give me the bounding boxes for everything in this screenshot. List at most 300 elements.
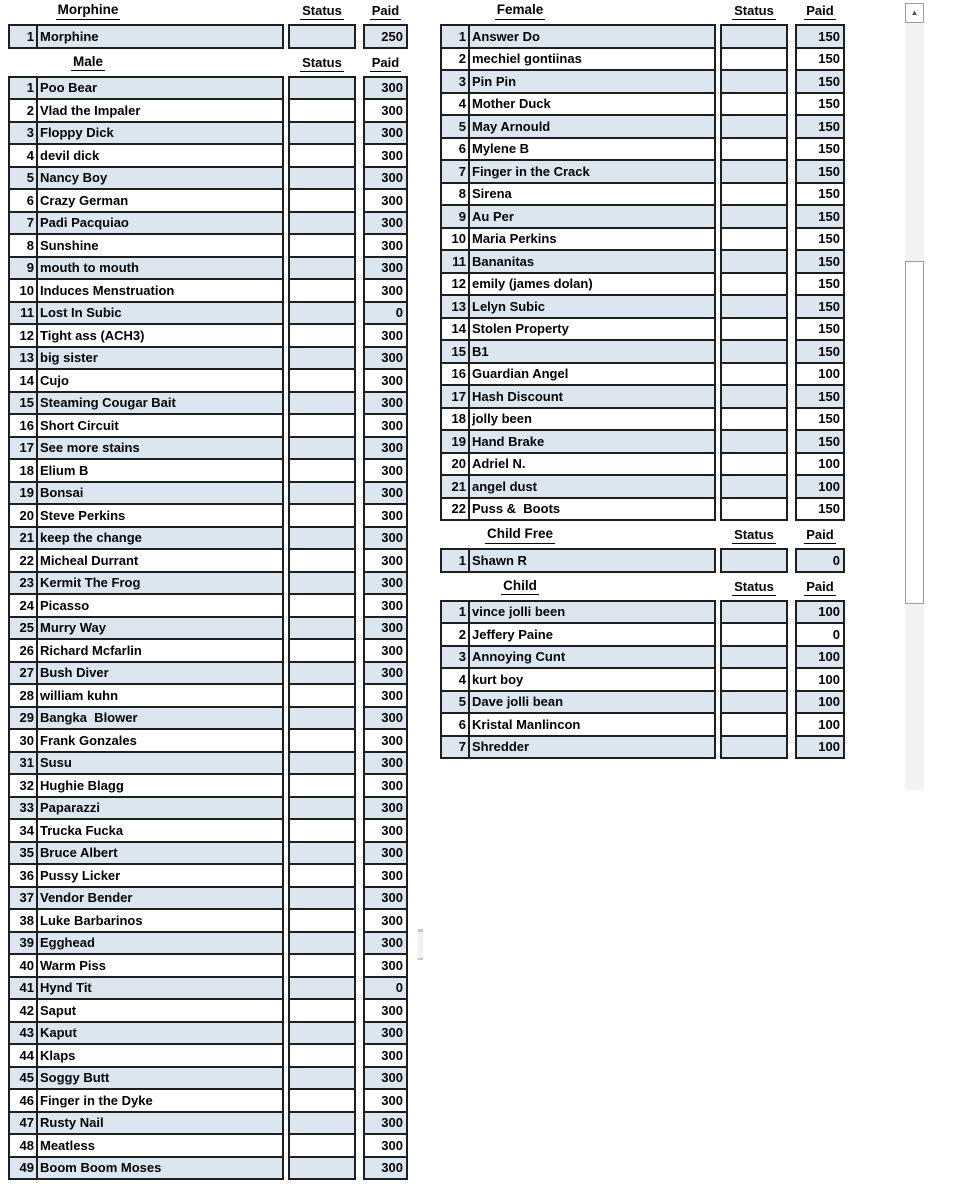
paid-cell[interactable]: 300	[364, 414, 407, 437]
paid-cell[interactable]: 0	[796, 623, 844, 646]
row-index-cell[interactable]: 1	[10, 78, 37, 99]
status-cell[interactable]	[289, 324, 355, 347]
name-cell[interactable]	[469, 550, 714, 571]
row-index-cell[interactable]: 37	[10, 888, 37, 909]
name-cell[interactable]	[37, 663, 282, 684]
row-index-cell[interactable]: 8	[10, 235, 37, 256]
row-index-cell[interactable]: 15	[10, 393, 37, 414]
name-cell[interactable]	[37, 303, 282, 324]
status-cell[interactable]	[721, 385, 787, 408]
paid-cell[interactable]: 150	[796, 295, 844, 318]
paid-cell[interactable]: 150	[796, 183, 844, 206]
row-index-cell[interactable]: 6	[442, 139, 469, 160]
status-cell[interactable]	[721, 430, 787, 453]
name-cell[interactable]	[37, 325, 282, 346]
status-cell[interactable]	[289, 594, 355, 617]
paid-cell[interactable]: 300	[364, 527, 407, 550]
paid-cell[interactable]: 100	[796, 453, 844, 476]
paid-cell[interactable]: 150	[796, 318, 844, 341]
row-index-cell[interactable]: 29	[10, 708, 37, 729]
status-cell[interactable]	[289, 25, 355, 48]
row-index-cell[interactable]: 30	[10, 730, 37, 751]
paid-cell[interactable]: 150	[796, 93, 844, 116]
row-index-cell[interactable]: 8	[442, 184, 469, 205]
row-index-cell[interactable]: 18	[442, 409, 469, 430]
row-index-cell[interactable]: 15	[442, 341, 469, 362]
status-cell[interactable]	[721, 273, 787, 296]
paid-cell[interactable]: 300	[364, 662, 407, 685]
name-cell[interactable]	[469, 386, 714, 407]
row-index-cell[interactable]: 12	[10, 325, 37, 346]
status-cell[interactable]	[289, 392, 355, 415]
paid-cell[interactable]: 150	[796, 250, 844, 273]
row-index-cell[interactable]: 6	[10, 190, 37, 211]
paid-cell[interactable]: 300	[364, 324, 407, 347]
status-cell[interactable]	[289, 212, 355, 235]
paid-cell[interactable]: 300	[364, 707, 407, 730]
row-index-cell[interactable]: 40	[10, 955, 37, 976]
row-index-cell[interactable]: 9	[442, 206, 469, 227]
paid-cell[interactable]: 300	[364, 617, 407, 640]
name-cell[interactable]	[37, 1135, 282, 1156]
row-index-cell[interactable]: 5	[10, 168, 37, 189]
name-cell[interactable]	[469, 692, 714, 713]
status-cell[interactable]	[289, 257, 355, 280]
paid-cell[interactable]: 100	[796, 691, 844, 714]
name-cell[interactable]	[469, 431, 714, 452]
name-cell[interactable]	[37, 213, 282, 234]
row-index-cell[interactable]: 38	[10, 910, 37, 931]
row-index-cell[interactable]: 19	[10, 483, 37, 504]
status-cell[interactable]	[289, 459, 355, 482]
paid-cell[interactable]: 300	[364, 77, 407, 100]
status-cell[interactable]	[721, 25, 787, 48]
name-cell[interactable]	[37, 685, 282, 706]
name-cell[interactable]	[37, 393, 282, 414]
name-cell[interactable]	[37, 348, 282, 369]
status-cell[interactable]	[289, 819, 355, 842]
paid-cell[interactable]: 150	[796, 115, 844, 138]
row-index-cell[interactable]: 4	[10, 145, 37, 166]
status-cell[interactable]	[289, 707, 355, 730]
status-cell[interactable]	[289, 1022, 355, 1045]
status-cell[interactable]	[289, 774, 355, 797]
name-cell[interactable]	[37, 1158, 282, 1179]
name-cell[interactable]	[469, 71, 714, 92]
row-index-cell[interactable]: 48	[10, 1135, 37, 1156]
paid-cell[interactable]: 300	[364, 122, 407, 145]
name-cell[interactable]	[37, 775, 282, 796]
row-index-cell[interactable]: 24	[10, 595, 37, 616]
paid-cell[interactable]: 150	[796, 273, 844, 296]
name-cell[interactable]	[469, 341, 714, 362]
paid-cell[interactable]: 300	[364, 1134, 407, 1157]
row-index-cell[interactable]: 43	[10, 1023, 37, 1044]
name-cell[interactable]	[37, 595, 282, 616]
row-index-cell[interactable]: 41	[10, 978, 37, 999]
status-cell[interactable]	[721, 646, 787, 669]
paid-cell[interactable]: 300	[364, 797, 407, 820]
name-cell[interactable]	[469, 454, 714, 475]
status-cell[interactable]	[721, 183, 787, 206]
status-cell[interactable]	[721, 691, 787, 714]
status-cell[interactable]	[289, 504, 355, 527]
status-cell[interactable]	[289, 234, 355, 257]
paid-cell[interactable]: 100	[796, 601, 844, 624]
name-cell[interactable]	[469, 624, 714, 645]
status-cell[interactable]	[721, 601, 787, 624]
status-cell[interactable]	[721, 736, 787, 759]
row-index-cell[interactable]: 14	[10, 370, 37, 391]
name-cell[interactable]	[469, 184, 714, 205]
paid-cell[interactable]: 300	[364, 347, 407, 370]
name-cell[interactable]	[37, 820, 282, 841]
status-cell[interactable]	[721, 138, 787, 161]
status-cell[interactable]	[289, 977, 355, 1000]
status-cell[interactable]	[289, 1067, 355, 1090]
paid-cell[interactable]: 250	[364, 25, 407, 48]
name-cell[interactable]	[37, 910, 282, 931]
row-index-cell[interactable]: 4	[442, 669, 469, 690]
name-cell[interactable]	[469, 116, 714, 137]
row-index-cell[interactable]: 35	[10, 843, 37, 864]
status-cell[interactable]	[289, 954, 355, 977]
paid-cell[interactable]: 300	[364, 144, 407, 167]
status-cell[interactable]	[289, 864, 355, 887]
status-cell[interactable]	[721, 48, 787, 71]
paid-cell[interactable]: 300	[364, 549, 407, 572]
name-cell[interactable]	[37, 753, 282, 774]
paid-cell[interactable]: 150	[796, 228, 844, 251]
name-cell[interactable]	[37, 528, 282, 549]
row-index-cell[interactable]: 13	[442, 296, 469, 317]
paid-cell[interactable]: 100	[796, 363, 844, 386]
status-cell[interactable]	[289, 414, 355, 437]
paid-cell[interactable]: 150	[796, 138, 844, 161]
name-cell[interactable]	[37, 370, 282, 391]
name-cell[interactable]	[469, 94, 714, 115]
name-cell[interactable]	[37, 26, 282, 47]
row-index-cell[interactable]: 7	[442, 161, 469, 182]
row-index-cell[interactable]: 10	[10, 280, 37, 301]
row-index-cell[interactable]: 17	[10, 438, 37, 459]
row-index-cell[interactable]: 2	[442, 624, 469, 645]
name-cell[interactable]	[37, 235, 282, 256]
status-cell[interactable]	[289, 887, 355, 910]
row-index-cell[interactable]: 44	[10, 1045, 37, 1066]
name-cell[interactable]	[469, 206, 714, 227]
status-cell[interactable]	[721, 295, 787, 318]
row-index-cell[interactable]: 20	[442, 454, 469, 475]
row-index-cell[interactable]: 4	[442, 94, 469, 115]
row-index-cell[interactable]: 1	[10, 26, 37, 47]
name-cell[interactable]	[37, 190, 282, 211]
paid-cell[interactable]: 300	[364, 99, 407, 122]
status-cell[interactable]	[289, 842, 355, 865]
name-cell[interactable]	[37, 438, 282, 459]
name-cell[interactable]	[469, 139, 714, 160]
row-index-cell[interactable]: 1	[442, 550, 469, 571]
name-cell[interactable]	[469, 669, 714, 690]
status-cell[interactable]	[721, 115, 787, 138]
paid-cell[interactable]: 150	[796, 385, 844, 408]
row-index-cell[interactable]: 11	[10, 303, 37, 324]
row-index-cell[interactable]: 34	[10, 820, 37, 841]
name-cell[interactable]	[37, 1023, 282, 1044]
name-cell[interactable]	[37, 145, 282, 166]
paid-cell[interactable]: 100	[796, 668, 844, 691]
row-index-cell[interactable]: 19	[442, 431, 469, 452]
status-cell[interactable]	[289, 77, 355, 100]
name-cell[interactable]	[37, 280, 282, 301]
paid-cell[interactable]: 300	[364, 234, 407, 257]
name-cell[interactable]	[469, 49, 714, 70]
status-cell[interactable]	[721, 668, 787, 691]
row-index-cell[interactable]: 49	[10, 1158, 37, 1179]
status-cell[interactable]	[721, 363, 787, 386]
name-cell[interactable]	[37, 168, 282, 189]
status-cell[interactable]	[721, 250, 787, 273]
name-cell[interactable]	[37, 415, 282, 436]
row-index-cell[interactable]: 20	[10, 505, 37, 526]
name-cell[interactable]	[37, 1000, 282, 1021]
status-cell[interactable]	[289, 437, 355, 460]
name-cell[interactable]	[37, 505, 282, 526]
status-cell[interactable]	[289, 279, 355, 302]
status-cell[interactable]	[289, 347, 355, 370]
paid-cell[interactable]: 300	[364, 257, 407, 280]
row-index-cell[interactable]: 46	[10, 1090, 37, 1111]
paid-cell[interactable]: 300	[364, 729, 407, 752]
paid-cell[interactable]: 100	[796, 713, 844, 736]
name-cell[interactable]	[37, 123, 282, 144]
status-cell[interactable]	[721, 340, 787, 363]
name-cell[interactable]	[469, 26, 714, 47]
name-cell[interactable]	[37, 798, 282, 819]
status-cell[interactable]	[721, 93, 787, 116]
status-cell[interactable]	[721, 713, 787, 736]
status-cell[interactable]	[289, 482, 355, 505]
row-index-cell[interactable]: 7	[10, 213, 37, 234]
status-cell[interactable]	[289, 1089, 355, 1112]
status-cell[interactable]	[721, 318, 787, 341]
paid-cell[interactable]: 300	[364, 999, 407, 1022]
status-cell[interactable]	[289, 122, 355, 145]
name-cell[interactable]	[37, 708, 282, 729]
paid-cell[interactable]: 300	[364, 504, 407, 527]
paid-cell[interactable]: 300	[364, 932, 407, 955]
row-index-cell[interactable]: 3	[442, 647, 469, 668]
paid-cell[interactable]: 300	[364, 279, 407, 302]
status-cell[interactable]	[721, 549, 787, 572]
paid-cell[interactable]: 300	[364, 1089, 407, 1112]
name-cell[interactable]	[37, 1090, 282, 1111]
name-cell[interactable]	[469, 296, 714, 317]
paid-cell[interactable]: 300	[364, 1112, 407, 1135]
paid-cell[interactable]: 150	[796, 430, 844, 453]
name-cell[interactable]	[469, 229, 714, 250]
name-cell[interactable]	[37, 933, 282, 954]
name-cell[interactable]	[37, 573, 282, 594]
row-index-cell[interactable]: 31	[10, 753, 37, 774]
status-cell[interactable]	[289, 662, 355, 685]
row-index-cell[interactable]: 5	[442, 692, 469, 713]
status-cell[interactable]	[721, 228, 787, 251]
name-cell[interactable]	[37, 640, 282, 661]
paid-cell[interactable]: 150	[796, 70, 844, 93]
row-index-cell[interactable]: 26	[10, 640, 37, 661]
status-cell[interactable]	[289, 639, 355, 662]
vertical-scrollbar[interactable]	[905, 3, 924, 790]
status-cell[interactable]	[721, 70, 787, 93]
row-index-cell[interactable]: 22	[10, 550, 37, 571]
paid-cell[interactable]: 300	[364, 369, 407, 392]
paid-cell[interactable]: 300	[364, 1044, 407, 1067]
paid-cell[interactable]: 0	[364, 977, 407, 1000]
paid-cell[interactable]: 300	[364, 392, 407, 415]
paid-cell[interactable]: 300	[364, 482, 407, 505]
status-cell[interactable]	[289, 999, 355, 1022]
paid-cell[interactable]: 300	[364, 774, 407, 797]
row-index-cell[interactable]: 6	[442, 714, 469, 735]
row-index-cell[interactable]: 23	[10, 573, 37, 594]
status-cell[interactable]	[289, 729, 355, 752]
row-index-cell[interactable]: 16	[442, 364, 469, 385]
row-index-cell[interactable]: 1	[442, 26, 469, 47]
paid-cell[interactable]: 300	[364, 819, 407, 842]
status-cell[interactable]	[289, 1157, 355, 1180]
paid-cell[interactable]: 300	[364, 639, 407, 662]
name-cell[interactable]	[469, 319, 714, 340]
name-cell[interactable]	[37, 460, 282, 481]
name-cell[interactable]	[469, 737, 714, 758]
name-cell[interactable]	[469, 274, 714, 295]
row-index-cell[interactable]: 18	[10, 460, 37, 481]
row-index-cell[interactable]: 12	[442, 274, 469, 295]
status-cell[interactable]	[721, 205, 787, 228]
name-cell[interactable]	[37, 730, 282, 751]
name-cell[interactable]	[469, 476, 714, 497]
status-cell[interactable]	[721, 408, 787, 431]
name-cell[interactable]	[37, 100, 282, 121]
paid-cell[interactable]: 150	[796, 205, 844, 228]
name-cell[interactable]	[469, 409, 714, 430]
paid-cell[interactable]: 300	[364, 684, 407, 707]
name-cell[interactable]	[37, 483, 282, 504]
name-cell[interactable]	[469, 499, 714, 520]
paid-cell[interactable]: 300	[364, 459, 407, 482]
status-cell[interactable]	[721, 475, 787, 498]
name-cell[interactable]	[469, 602, 714, 623]
name-cell[interactable]	[37, 550, 282, 571]
row-index-cell[interactable]: 1	[442, 602, 469, 623]
row-index-cell[interactable]: 32	[10, 775, 37, 796]
paid-cell[interactable]: 300	[364, 752, 407, 775]
paid-cell[interactable]: 300	[364, 167, 407, 190]
status-cell[interactable]	[289, 1044, 355, 1067]
paid-cell[interactable]: 300	[364, 887, 407, 910]
row-index-cell[interactable]: 27	[10, 663, 37, 684]
paid-cell[interactable]: 300	[364, 572, 407, 595]
row-index-cell[interactable]: 13	[10, 348, 37, 369]
row-index-cell[interactable]: 21	[442, 476, 469, 497]
row-index-cell[interactable]: 22	[442, 499, 469, 520]
status-cell[interactable]	[289, 1112, 355, 1135]
name-cell[interactable]	[37, 78, 282, 99]
row-index-cell[interactable]: 7	[442, 737, 469, 758]
paid-cell[interactable]: 300	[364, 1022, 407, 1045]
name-cell[interactable]	[37, 843, 282, 864]
row-index-cell[interactable]: 3	[10, 123, 37, 144]
row-index-cell[interactable]: 5	[442, 116, 469, 137]
paid-cell[interactable]: 150	[796, 25, 844, 48]
status-cell[interactable]	[289, 302, 355, 325]
status-cell[interactable]	[289, 684, 355, 707]
paid-cell[interactable]: 100	[796, 646, 844, 669]
status-cell[interactable]	[721, 160, 787, 183]
name-cell[interactable]	[37, 1068, 282, 1089]
status-cell[interactable]	[289, 932, 355, 955]
row-index-cell[interactable]: 17	[442, 386, 469, 407]
row-index-cell[interactable]: 36	[10, 865, 37, 886]
row-index-cell[interactable]: 10	[442, 229, 469, 250]
paid-cell[interactable]: 150	[796, 498, 844, 521]
status-cell[interactable]	[289, 617, 355, 640]
name-cell[interactable]	[37, 978, 282, 999]
name-cell[interactable]	[37, 865, 282, 886]
paid-cell[interactable]: 100	[796, 475, 844, 498]
paid-cell[interactable]: 150	[796, 340, 844, 363]
name-cell[interactable]	[469, 714, 714, 735]
status-cell[interactable]	[289, 1134, 355, 1157]
name-cell[interactable]	[37, 618, 282, 639]
row-index-cell[interactable]: 16	[10, 415, 37, 436]
status-cell[interactable]	[289, 189, 355, 212]
row-index-cell[interactable]: 25	[10, 618, 37, 639]
row-index-cell[interactable]: 42	[10, 1000, 37, 1021]
paid-cell[interactable]: 150	[796, 160, 844, 183]
paid-cell[interactable]: 300	[364, 189, 407, 212]
status-cell[interactable]	[289, 752, 355, 775]
paid-cell[interactable]: 300	[364, 1067, 407, 1090]
row-index-cell[interactable]: 2	[10, 100, 37, 121]
scroll-up-button[interactable]	[905, 3, 924, 23]
status-cell[interactable]	[289, 527, 355, 550]
name-cell[interactable]	[469, 647, 714, 668]
row-index-cell[interactable]: 21	[10, 528, 37, 549]
status-cell[interactable]	[289, 99, 355, 122]
status-cell[interactable]	[289, 797, 355, 820]
paid-cell[interactable]: 300	[364, 864, 407, 887]
status-cell[interactable]	[721, 623, 787, 646]
status-cell[interactable]	[289, 369, 355, 392]
paid-cell[interactable]: 0	[796, 549, 844, 572]
paid-cell[interactable]: 300	[364, 909, 407, 932]
status-cell[interactable]	[289, 549, 355, 572]
status-cell[interactable]	[289, 909, 355, 932]
row-index-cell[interactable]: 11	[442, 251, 469, 272]
row-index-cell[interactable]: 28	[10, 685, 37, 706]
row-index-cell[interactable]: 39	[10, 933, 37, 954]
paid-cell[interactable]: 150	[796, 408, 844, 431]
name-cell[interactable]	[469, 364, 714, 385]
paid-cell[interactable]: 300	[364, 954, 407, 977]
row-index-cell[interactable]: 3	[442, 71, 469, 92]
paid-cell[interactable]: 300	[364, 212, 407, 235]
row-index-cell[interactable]: 33	[10, 798, 37, 819]
status-cell[interactable]	[721, 498, 787, 521]
paid-cell[interactable]: 300	[364, 1157, 407, 1180]
